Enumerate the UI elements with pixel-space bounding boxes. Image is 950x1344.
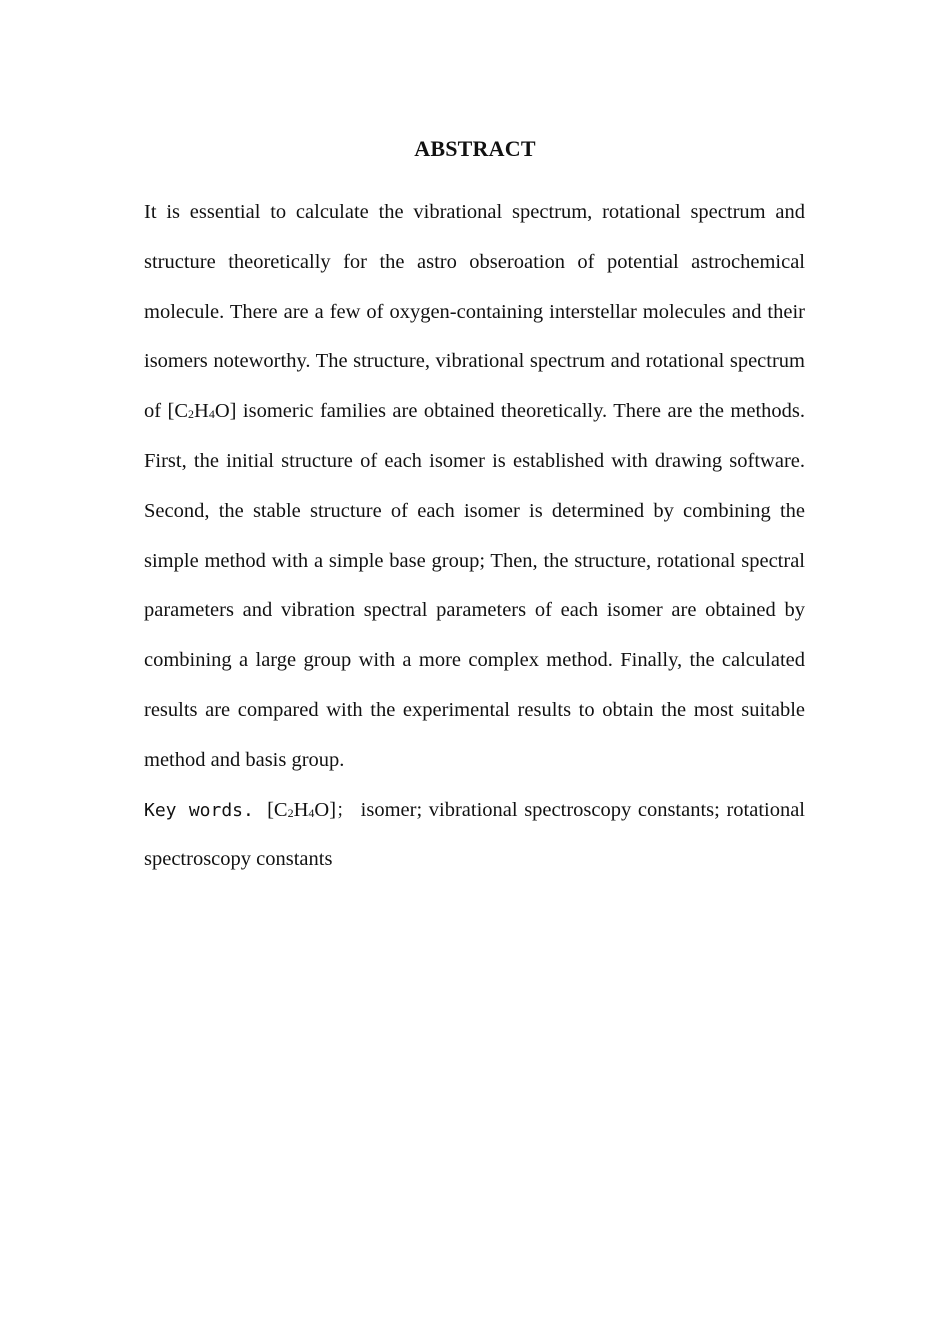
keyword-formula-subscript-4: 4 [308,805,315,820]
formula-subscript-2: 2 [188,407,195,422]
keyword-formula-part-1: [C [267,798,288,821]
formula-subscript-4: 4 [208,407,215,422]
abstract-text-part-1: It is essential to calculate the vibrational spectrum, rotational spectrum and structure theoretically for the astro obseroation of potential astrochemical molecule. There are a few of oxygen-containing interstellar molecules and their isomers noteworthy. The structure, vibrational spectrum and rotational spectrum of [C [144,201,805,423]
keyword-terms: isomer; vibrational spectroscopy constants; rotational spectroscopy constants [144,798,806,871]
keywords-label: Key words. [144,799,254,821]
keyword-formula-part-2: H [293,798,309,821]
keywords-line [144,786,805,886]
keyword-formula-subscript-2: 2 [287,805,294,820]
abstract-text-part-3: O] isomeric families are obtained theoretically. There are the methods. First, the initial structure of each isomer is established with drawing software. Second, the stable structure of each isomer is determined by combining the simple method with a simple base group; Then, the structure, rotational spectral parameters and vibration spectral parameters of each isomer are obtained by combining a large group with a more complex method. Finally, the calculated results are compared with the experimental results to obtain the most suitable method and basis group. [144,400,806,771]
keyword-separator: ； [336,799,355,821]
abstract-heading: ABSTRACT [414,136,536,161]
abstract-paragraph [144,188,805,786]
abstract-body [144,188,805,885]
keyword-formula-part-3: O] [314,798,337,821]
abstract-text-part-2: H [194,400,209,423]
